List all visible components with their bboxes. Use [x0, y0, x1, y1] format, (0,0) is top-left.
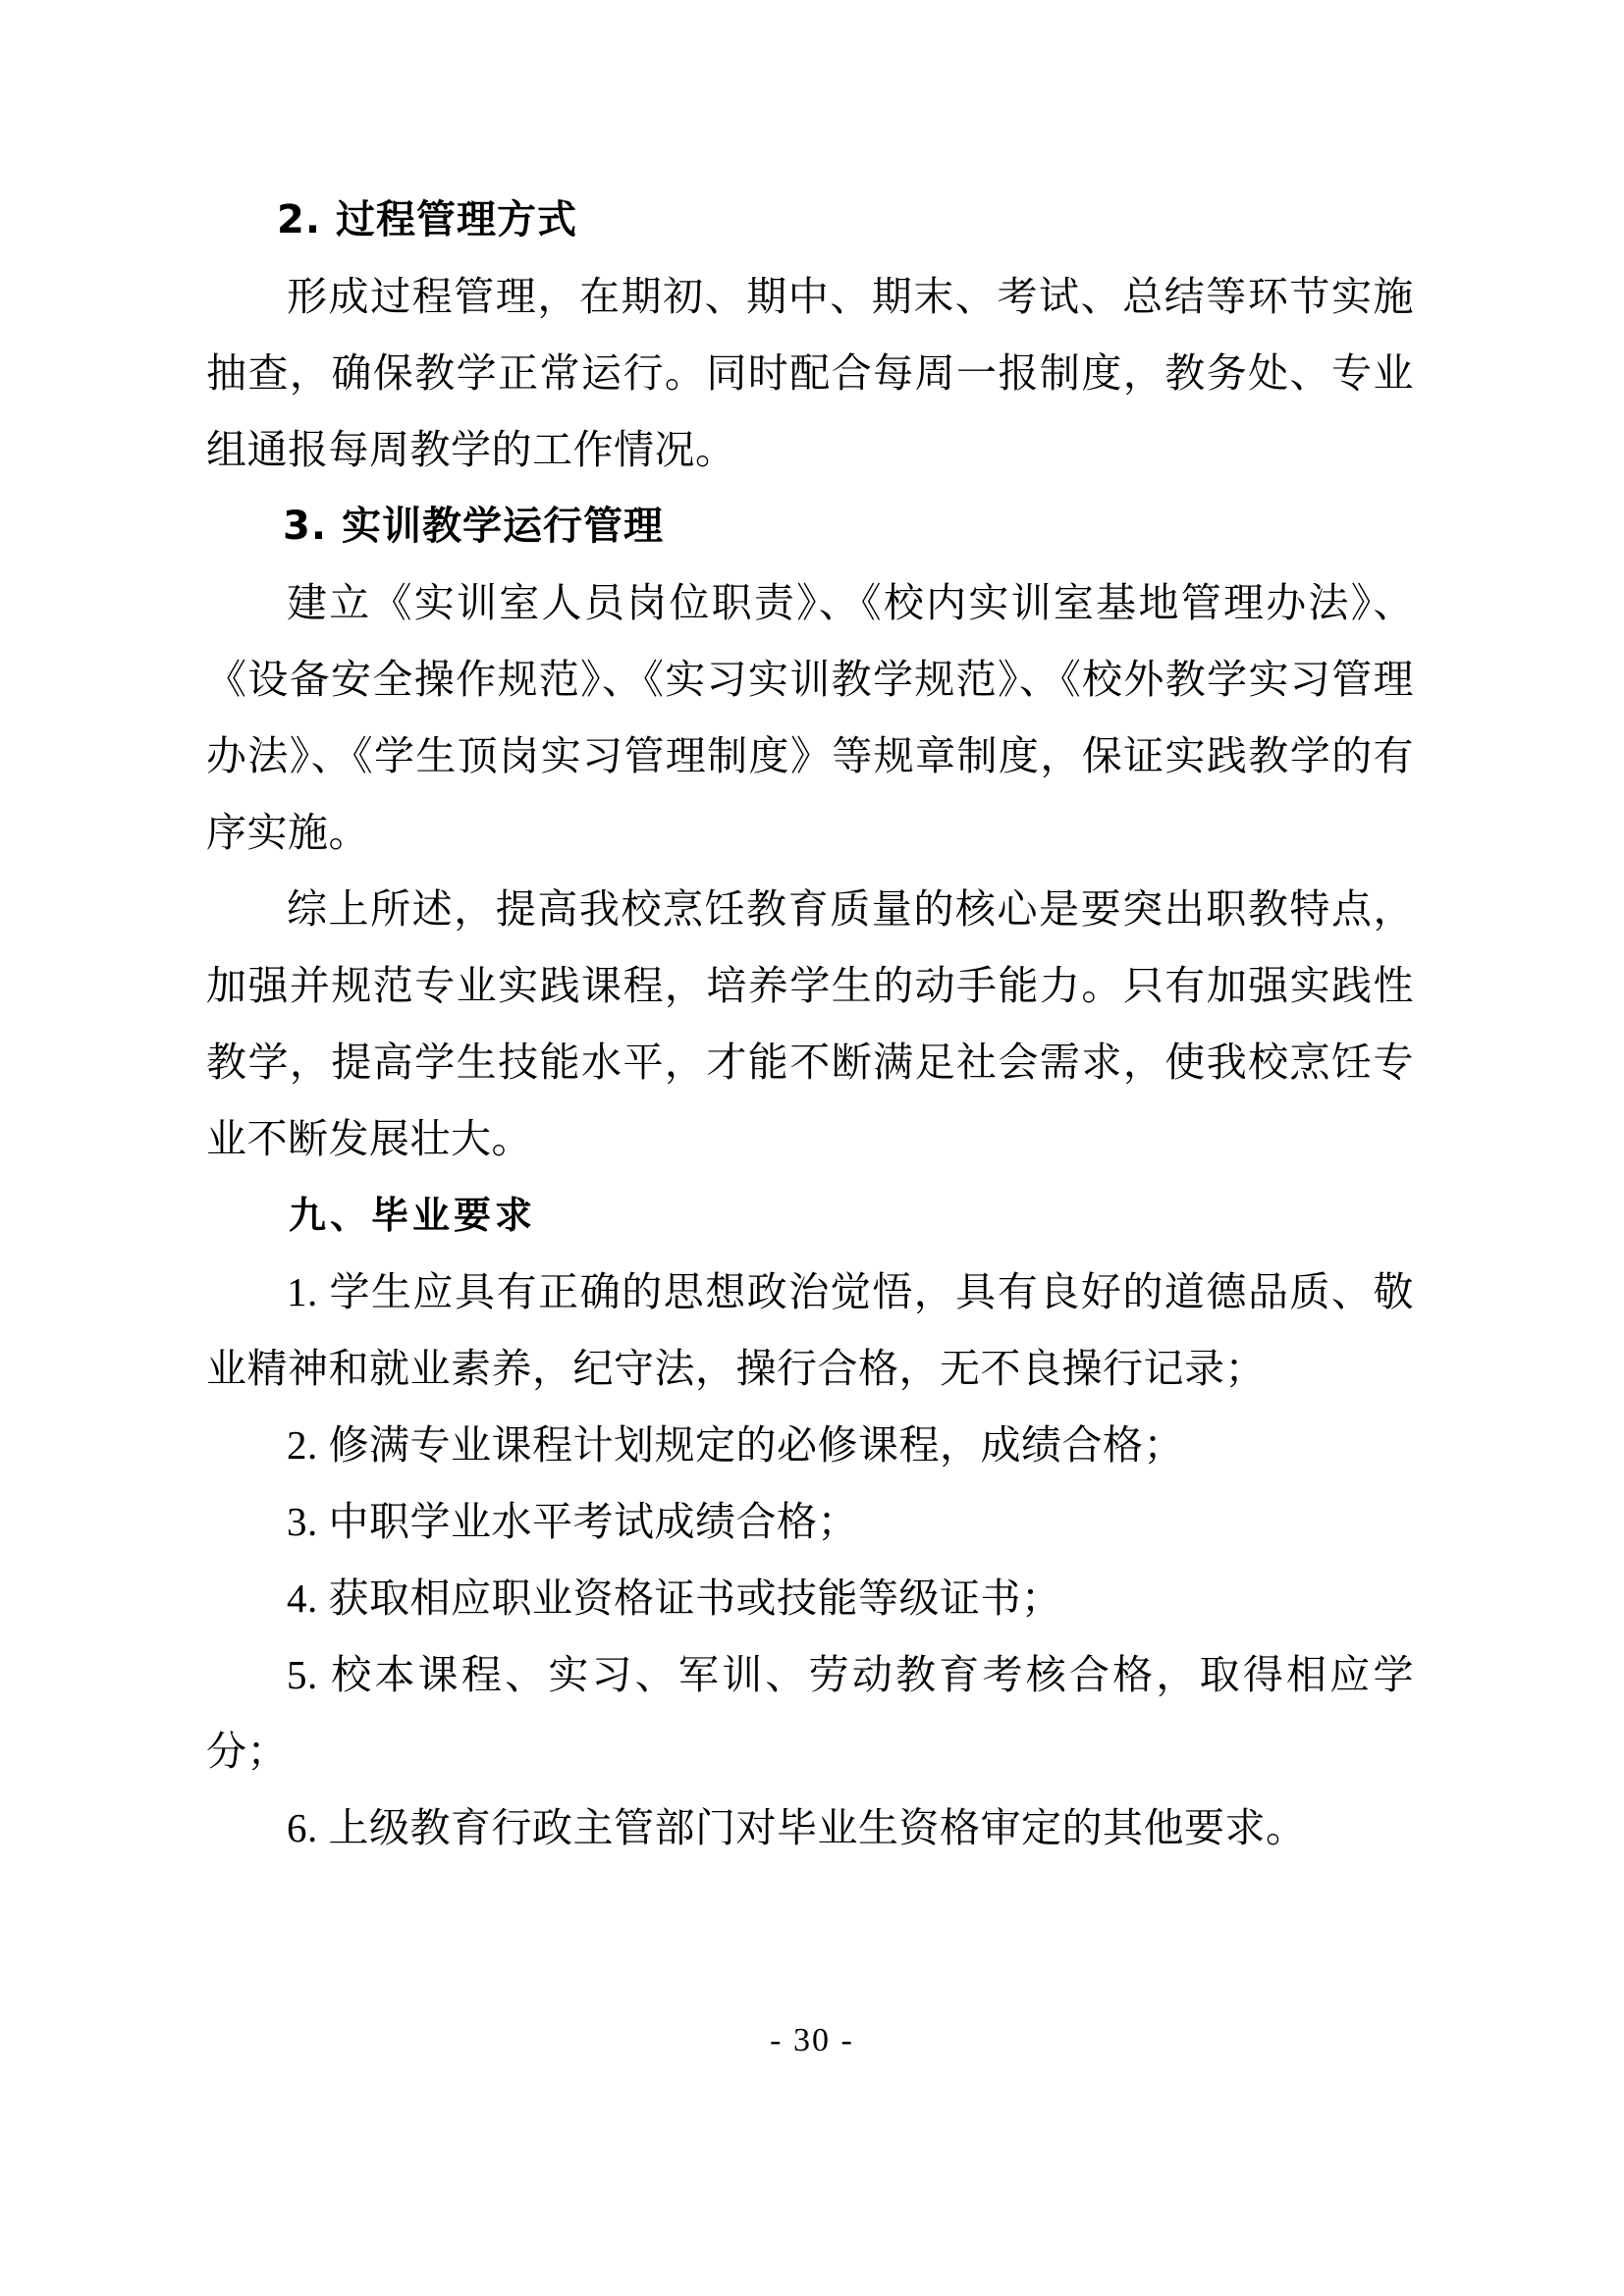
- list-item-1: 1. 学生应具有正确的思想政治觉悟，具有良好的道德品质、敬业精神和就业素养，纪守法，操行合格，无不良操行记录；: [206, 1269, 1414, 1391]
- heading-process-management: 2. 过程管理方式: [277, 197, 577, 242]
- list-item-5: 5. 校本课程、实习、军训、劳动教育考核合格，取得相应学分；: [206, 1652, 1414, 1774]
- para-process-management: 形成过程管理，在期初、期中、期末、考试、总结等环节实施抽查，确保教学正常运行。同时配合每周一报制度，教务处、专业组通报每周教学的工作情况。: [206, 274, 1414, 472]
- list-item-2: 2. 修满专业课程计划规定的必修课程，成绩合格；: [287, 1422, 1184, 1468]
- page-number: - 30 -: [770, 2022, 854, 2058]
- section-graduation-requirements: 九、毕业要求: [289, 1194, 537, 1237]
- list-item-3: 3. 中职学业水平考试成绩合格；: [287, 1499, 858, 1544]
- page-content: [206, 182, 1414, 1866]
- heading-practical-training-management: 3. 实训教学运行管理: [283, 504, 664, 549]
- list-item-4: 4. 获取相应职业资格证书或技能等级证书；: [287, 1575, 1062, 1621]
- para-practical-training-management: 建立《实训室人员岗位职责》、《校内实训室基地管理办法》、《设备安全操作规范》、《实习实训教学规范》、《校外教学实习管理办法》、《学生顶岗实习管理制度》等规章制度，保证实践教学的有序实施。: [206, 580, 1414, 855]
- list-item-6: 6. 上级教育行政主管部门对毕业生资格审定的其他要求。: [287, 1805, 1307, 1850]
- para-summary: 综上所述，提高我校烹饪教育质量的核心是要突出职教特点，加强并规范专业实践课程，培养学生的动手能力。只有加强实践性教学，提高学生技能水平，才能不断满足社会需求，使我校烹饪专业不断发展壮大。: [206, 886, 1414, 1161]
